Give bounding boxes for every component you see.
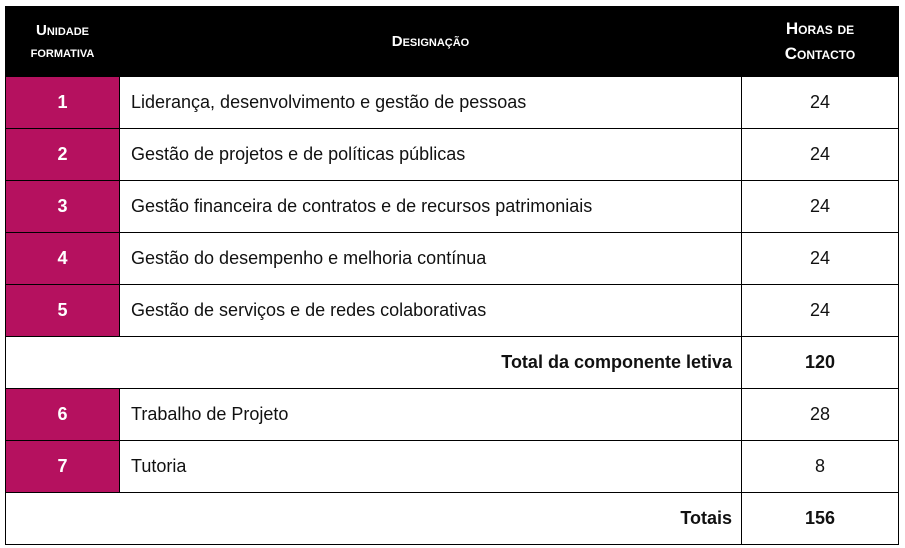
training-units-table	[5, 6, 899, 545]
table-header	[6, 7, 899, 77]
header-unit	[6, 7, 120, 77]
header-designation: Designação	[120, 7, 742, 77]
unit-name: Gestão do desempenho e melhoria contínua	[120, 233, 742, 285]
table-row	[6, 441, 899, 493]
unit-name: Gestão financeira de contratos e de recursos patrimoniais	[120, 181, 742, 233]
unit-hours: 24	[742, 129, 899, 181]
unit-number: 2	[6, 129, 120, 181]
table-row	[6, 389, 899, 441]
training-units-table-wrapper	[5, 6, 898, 545]
table-row	[6, 285, 899, 337]
unit-hours: 24	[742, 233, 899, 285]
table-row	[6, 129, 899, 181]
total-row	[6, 493, 899, 545]
unit-name: Gestão de projetos e de políticas públicas	[120, 129, 742, 181]
unit-name: Liderança, desenvolvimento e gestão de pessoas	[120, 77, 742, 129]
table-row	[6, 233, 899, 285]
unit-hours: 28	[742, 389, 899, 441]
unit-name: Gestão de serviços e de redes colaborativas	[120, 285, 742, 337]
table-row	[6, 181, 899, 233]
header-row	[6, 7, 899, 77]
unit-hours: 24	[742, 181, 899, 233]
unit-number: 4	[6, 233, 120, 285]
unit-hours: 8	[742, 441, 899, 493]
header-hours-line2: Contacto	[784, 43, 856, 63]
header-hours	[742, 7, 899, 77]
total-hours: 156	[742, 493, 899, 545]
unit-number: 5	[6, 285, 120, 337]
unit-number: 3	[6, 181, 120, 233]
unit-hours: 24	[742, 77, 899, 129]
unit-number: 7	[6, 441, 120, 493]
unit-name: Trabalho de Projeto	[120, 389, 742, 441]
subtotal-label: Total da componente letiva	[6, 337, 742, 389]
total-label: Totais	[6, 493, 742, 545]
table-body	[6, 77, 899, 545]
subtotal-hours: 120	[742, 337, 899, 389]
subtotal-row	[6, 337, 899, 389]
unit-hours: 24	[742, 285, 899, 337]
header-hours-line1: Horas de	[785, 18, 855, 38]
header-unit-line2: formativa	[30, 43, 95, 61]
unit-name: Tutoria	[120, 441, 742, 493]
table-row	[6, 77, 899, 129]
unit-number: 6	[6, 389, 120, 441]
unit-number: 1	[6, 77, 120, 129]
header-unit-line1: Unidade	[35, 21, 89, 39]
